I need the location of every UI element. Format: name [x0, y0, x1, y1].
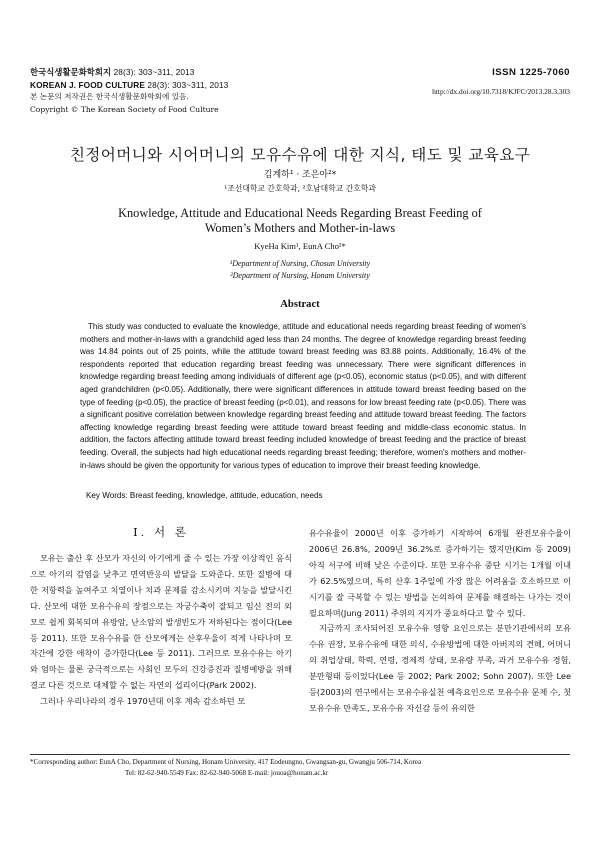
paper-title-en-line1: Knowledge, Attitude and Educational Needs Regarding Breast Feeding of [118, 206, 482, 220]
paragraph: 그러나 우리나라의 경우 1970년대 이후 계속 감소하던 모 [40, 696, 246, 707]
copyright-notice: 본 논문의 저작권은 한국식생활문화학회에 있음. [30, 92, 189, 101]
paragraph: 모유는 출산 후 산모가 자신의 아기에게 줄 수 있는 가장 이상적인 음식으로 아기의 감염을 낮추고 면역반응의 발달을 도와준다. 또한 질병에 대한 저항력을 높여주고 치열이나 치과 문제를 감소시키며 지능을 발달시킨다. 산모에 대한 모유수유의 장점으로는 자궁수축이 잘되고 임신 전의 외모로 쉽게 회복되며 유방암, 난소암의 발생빈도가 저하된다는 점이다(Lee 등 2011). 또한 모유수유를 한 산모에게는 산후우울이 적게 나타나며 모자간에 강한 애착이 증가한다(Lee 등 2011). 그러므로 모유수유는 아기와 엄마는 물론 궁극적으로는 사회인 모두의 건강증진과 질병예방을 위해 결코 다른 것으로 대체할 수 없는 자연의 섭리이다(Park 2002). [30, 553, 292, 691]
footnote-line-1: *Corresponding author: EunA Cho, Department of Nursing, Honam University, 417 Eodeungno, Gwangsan-gu, Gwangju 506-714, Korea [30, 758, 422, 766]
footnote-divider [30, 754, 570, 755]
paper-title-ko: 친정어머니와 시어머니의 모유수유에 대한 지식, 태도 및 교육요구 [69, 146, 531, 164]
journal-volume-ko: 28(3): 303~311, 2013 [113, 67, 195, 77]
journal-volume-en: 28(3): 303~311, 2013 [147, 79, 229, 90]
section-heading-introduction: I. 서 론 [133, 525, 189, 539]
abstract-heading: Abstract [280, 299, 320, 310]
affiliation-1: ¹Department of Nursing, Chosun University [229, 259, 371, 268]
issn: ISSN 1225-7060 [492, 67, 570, 78]
paragraph: 지금까지 조사되어진 모유수유 영향 요인으로는 분만기관에서의 모유수유 권장, 모유수유에 대한 의식, 수유방법에 대한 아버지의 견해, 어머니의 취업상태, 학력, 연령, 경제적 상태, 모유량 부족, 과거 모유수유 경험, 분만형태 등이었다(Lee 등 2002; Park 2002; Sohn 2007). 또한 Lee 등(2003)의 연구에서는 모유수유실천 예측요인으로 모유수유 문제 수, 첫 모유수유 만족도, 모유수유 자신감 등이 유의한 [309, 623, 571, 713]
affiliations-ko: ¹조선대학교 간호학과, ²호남대학교 간호학과 [224, 184, 376, 193]
doi-link[interactable]: http://dx.doi.org/10.7318/KJFC/2013.28.3.303 [432, 87, 570, 96]
body-column-right [309, 526, 571, 717]
keywords: Key Words: Breast feeding, knowledge, attitude, education, needs [86, 491, 323, 500]
paragraph: 유수유율이 2000년 이후 증가하기 시작하여 6개월 완전모유수율이 2006년 26.8%, 2009년 36.2%로 증가하기는 했지만(Kim 등 2009) 아직 서구에 비해 낮은 수준이다. 또한 모유수유 중단 시기는 1개월 이내가 62.5%였으며, 특히 산후 1주일에 가장 많은 어려움을 호소하므로 이 시기를 잘 극복할 수 있는 방법을 논의하여 문제를 해결하는 나가는 것이 필요하며(Jung 2011) 주위의 지지가 중요하다고 할 수 있다. [309, 528, 571, 618]
journal-name-ko: 한국식생활문화학회지 [30, 67, 112, 77]
paper-title-en [0, 206, 600, 236]
authors-en: KyeHa Kim¹, EunA Cho²* [254, 241, 346, 251]
paper-title-en-line2: Women’s Mothers and Mother-in-laws [204, 221, 396, 235]
copyright-line: Copyright © The Korean Society of Food Culture [30, 104, 219, 114]
journal-name-en: KOREAN J. FOOD CULTURE [30, 79, 145, 90]
abstract-body: This study was conducted to evaluate the knowledge, attitude and educational needs regarding breast feeding of women's mothers and mother-in-laws with a grandchild aged less than 24 months. The degree of knowledge regarding breast feeding was 14.84 points out of 25 points, while the attitude toward breast feeding was 83.88 points. Additionally, 16.4% of the respondents reported that education regarding breast feeding was unnecessary. There were significant differences in knowledge regarding breast feeding among individuals of different age (p<0.05), economic status (p<0.05), and with different aged grandchildren (p<0.05). Additionally, there were significant differences in attitude toward breast feeding based on the type of feeding (p<0.05), the practice of breast feeding (p<0.01), and reasons for low breast feeding rate (p<0.05). There was a significant positive correlation between knowledge regarding breast feeding and attitude toward breast feeding. The factors affecting knowledge regarding breast feeding were attitude toward breast feeding and middle-class economic status. In addition, the factors affecting attitude toward breast feeding included knowledge of breast feeding and the practice of breast feeding. Overall, the subjects had high educational needs regarding breast feeding; therefore, women's mothers and mother-in-laws should be given the opportunity for various types of education to improve their breast feeding knowledge. [80, 322, 526, 470]
affiliation-2: ²Department of Nursing, Honam University [230, 271, 370, 280]
journal-header [30, 66, 228, 116]
footnote-line-2: Tel: 82-62-940-5549 Fax: 82-62-940-5068 E-mail: jouoa@honam.ac.kr [125, 768, 329, 777]
corresponding-author-footnote [30, 757, 575, 778]
body-column-left [30, 551, 292, 710]
affiliations-en [0, 258, 600, 282]
issn-block [432, 66, 570, 99]
authors-ko: 김계하¹ · 조은아²* [263, 170, 337, 180]
